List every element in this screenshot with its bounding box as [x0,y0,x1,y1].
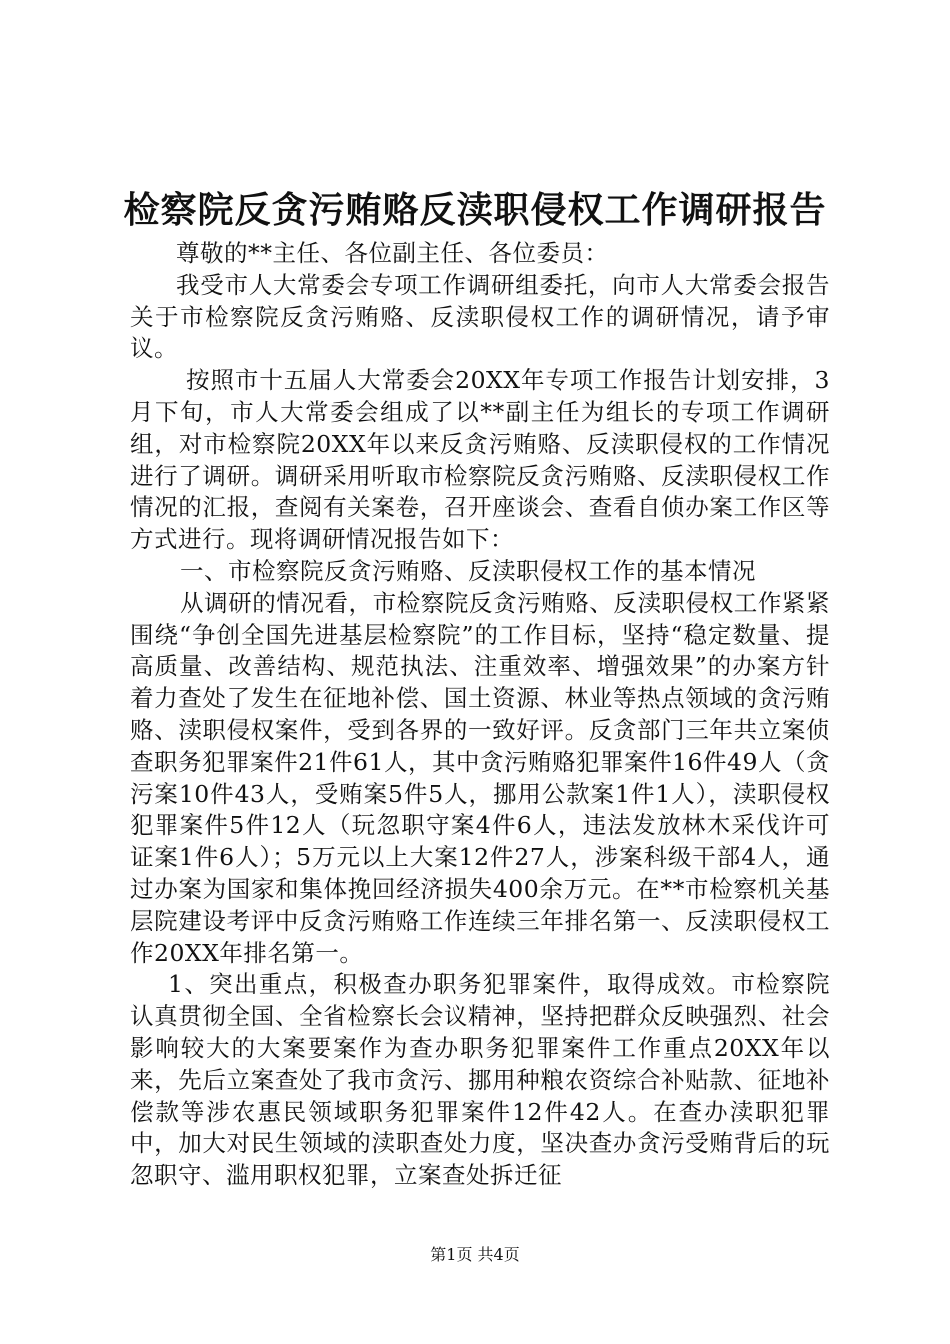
section-heading-1: 一、市检察院反贪污贿赂、反渎职侵权工作的基本情况 [180,556,756,585]
document-body [130,238,830,1192]
background-paragraph: 按照市十五届人大常委会20XX年专项工作报告计划安排，3月下旬，市人大常委会组成了以**副主任为组长的专项工作调研组，对市检察院20XX年以来反贪污贿赂、反渎职侵权的工作情况进行了调研。调研采用听取市检察院反贪污贿赂、反渎职侵权工作情况的汇报，查阅有关案卷，召开座谈会、查看自侦办案工作区等方式进行。现将调研情况报告如下： [130,366,830,554]
point-1-paragraph: 1、突出重点，积极查办职务犯罪案件，取得成效。市检察院认真贯彻全国、全省检察长会议精神，坚持把群众反映强烈、社会影响较大的大案要案作为查办职务犯罪案件工作重点20XX年以来，先后立案查处了我市贪污、挪用种粮农资综合补贴款、征地补偿款等涉农惠民领域职务犯罪案件12件42人。在查办渎职犯罪中，加大对民生领域的渎职查处力度，坚决查办贪污受贿背后的玩忽职守、滥用职权犯罪，立案查处拆迁征 [130,970,830,1190]
page-number-footer: 第1页 共4页 [430,1245,520,1264]
salutation-paragraph: 尊敬的**主任、各位副主任、各位委员： [176,239,609,267]
document-title: 检察院反贪污贿赂反渎职侵权工作调研报告 [123,189,827,231]
overview-paragraph: 从调研的情况看，市检察院反贪污贿赂、反渎职侵权工作紧紧围绕“争创全国先进基层检察院”的工作目标，坚持“稳定数量、提高质量、改善结构、规范执法、注重效率、增强效果”的办案方针着力查处了发生在征地补偿、国土资源、林业等热点领域的贪污贿赂、渎职侵权案件，受到各界的一致好评。反贪部门三年共立案侦查职务犯罪案件21件61人，其中贪污贿赂犯罪案件16件49人（贪污案10件43人，受贿案5件5人，挪用公款案1件1人），渎职侵权犯罪案件5件12人（玩忽职守案4件6人，违法发放林木采伐许可证案1件6人）；5万元以上大案12件27人，涉案科级干部4人，通过办案为国家和集体挽回经济损失400余万元。在**市检察机关基层院建设考评中反贪污贿赂工作连续三年排名第一、反渎职侵权工作20XX年排名第一。 [130,588,830,967]
intro-paragraph: 我受市人大常委会专项工作调研组委托，向市人大常委会报告关于市检察院反贪污贿赂、反渎职侵权工作的调研情况，请予审议。 [130,270,830,363]
